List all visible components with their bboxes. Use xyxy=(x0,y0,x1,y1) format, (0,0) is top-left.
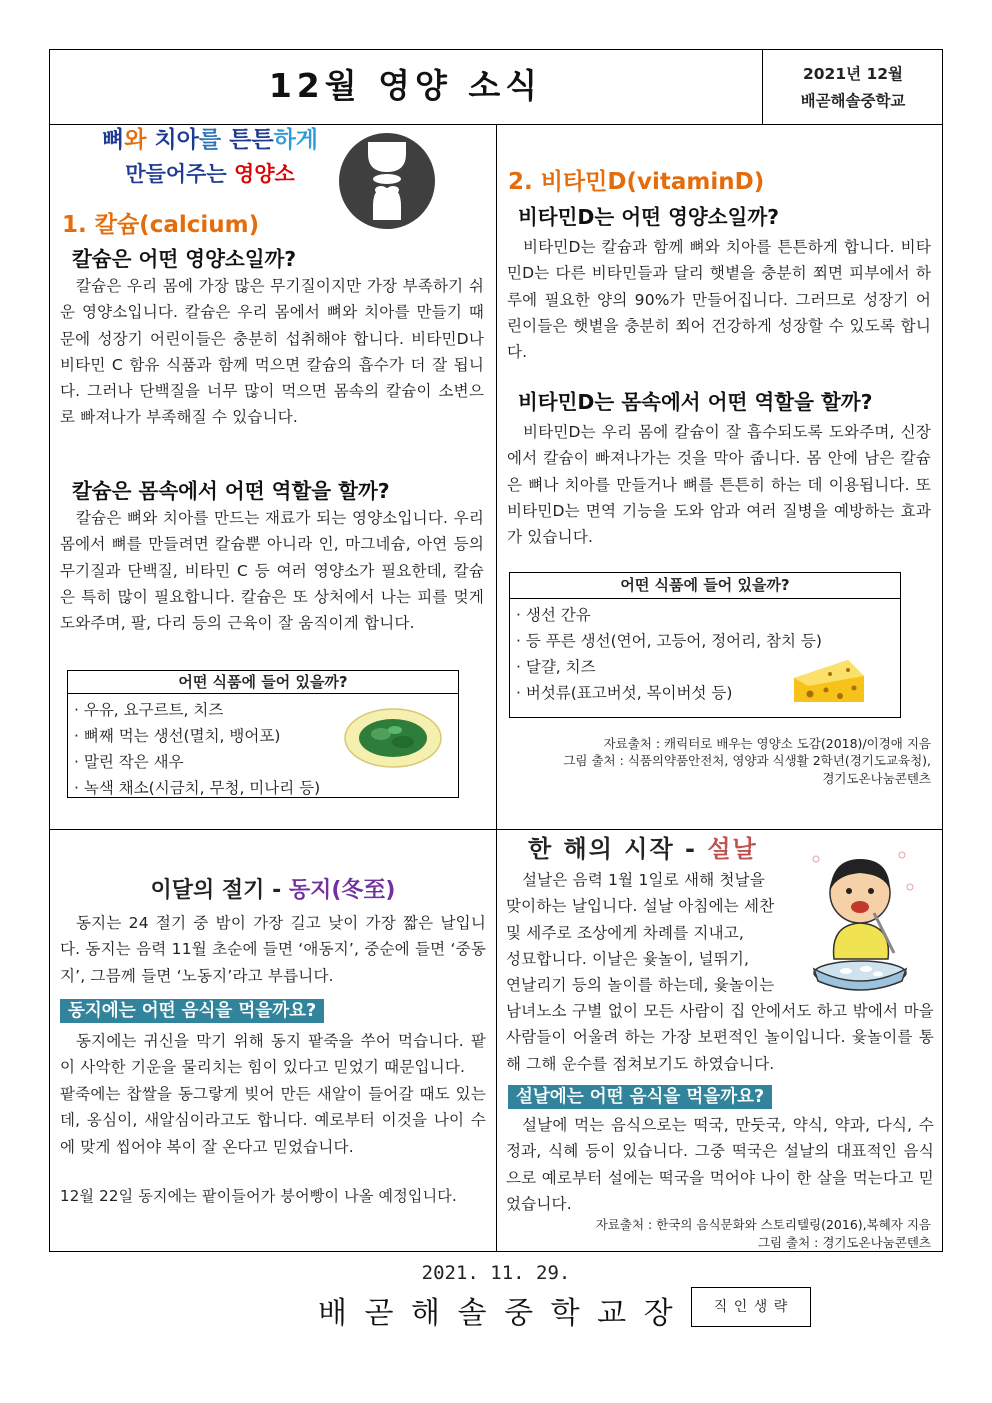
intro-line-1 xyxy=(60,121,360,154)
calcium-question-2: 칼슘은 몸속에서 어떤 역할을 할까? xyxy=(72,479,390,503)
grid-horizontal-divider xyxy=(49,829,943,830)
vitamin-d-paragraph-2: 비타민D는 우리 몸에 칼슘이 잘 흡수되도록 도와주며, 신장에서 칼슘이 빠져나가는 것을 막아 줍니다. 몸 안에 남은 칼슘은 뼈나 치아를 만들거나 뼈를 튼튼히 하는 데 이용됩니다. 또 비타민D는 면역 기능을 도와 암과 여러 질병을 예방하는 효과가 있습니다. xyxy=(507,423,931,547)
intro-line-2 xyxy=(60,158,360,188)
calcium-paragraph-1: 칼슘은 우리 몸에 가장 많은 무기질이지만 가장 부족하기 쉬운 영양소입니다. 칼슘은 우리 몸에서 뼈와 치아를 만들기 때문에 성장기 어린이들은 충분히 섭취해야 합니다. 비타민D나 비타민 C 함유 식품과 함께 먹으면 칼슘의 흡수가 더 잘 됩니다. 그러나 단백질을 너무 많이 먹으면 몸속의 칼슘이 소변으로 빠져나가 부족해질 수 있습니다. xyxy=(60,277,484,427)
cheese-icon xyxy=(790,656,868,706)
seollal-food-bar: 설날에는 어떤 음식을 먹을까요? xyxy=(508,1085,772,1109)
boy-eating-tteokguk-illustration xyxy=(796,841,924,993)
list-item: · 생선 간유 xyxy=(516,602,894,628)
spinach-dish-icon xyxy=(343,706,443,770)
vitamin-d-question-2: 비타민D는 몸속에서 어떤 역할을 할까? xyxy=(518,390,873,414)
list-item: · 녹색 채소(시금치, 무청, 미나리 등) xyxy=(74,775,452,801)
seollal-paragraph-1-wrapped xyxy=(506,867,790,998)
intro-part: 치아 xyxy=(154,127,199,153)
vitamin-d-food-title: 어떤 식품에 들어 있을까? xyxy=(510,573,900,599)
dongji-title xyxy=(60,873,486,904)
vitamin-d-source-3: 경기도온나눔콘텐츠 xyxy=(822,771,931,786)
seollal-title xyxy=(528,829,758,864)
list-item: · 뼈째 먹는 생선(멸치, 뱅어포) xyxy=(74,723,452,749)
calcium-food-title: 어떤 식품에 들어 있을까? xyxy=(68,671,458,694)
intro-line-2-main: 만들어주는 xyxy=(125,162,234,186)
seal-omitted-box: 직 인 생 략 xyxy=(691,1287,811,1327)
seollal-title-main: 한 해의 시작 - xyxy=(528,835,708,863)
calcium-paragraph-2: 칼슘은 뼈와 치아를 만드는 재료가 되는 영양소입니다. 우리 몸에서 뼈를 만들려면 칼슘뿐 아니라 인, 마그네슘, 아연 등의 무기질과 단백질, 비타민 C 등 여러 영양소가 필요한데, 칼슘은 특히 많이 필요합니다. 칼슘은 또 상처에서 나는 피를 멎게 도와주며, 팔, 다리 등의 근육이 잘 움직이게 합니다. xyxy=(60,509,484,633)
dongji-title-accent: 동지(冬至) xyxy=(288,878,396,903)
seollal-line: 연날리기 등의 놀이를 하는데, 윷놀이는 xyxy=(506,976,775,995)
seollal-source-1: 자료출처 : 한국의 음식문화와 스토리텔링(2016),복혜자 지음 xyxy=(595,1217,931,1232)
vitamin-d-paragraph-1: 비타민D는 칼슘과 함께 뼈와 치아를 튼튼하게 합니다. 비타민D는 다른 비타민들과 달리 햇볕을 충분히 쬐면 피부에서 하루에 필요한 양의 90%가 만들어집니다. 그러므로 성장기 어린이들은 햇볕을 충분히 쬐어 건강하게 성장할 수 있도록 합니다. xyxy=(507,238,931,362)
intro-part: 뼈 xyxy=(102,127,125,153)
grid-vertical-divider xyxy=(496,124,497,1252)
seollal-line: 성묘합니다. 이날은 윷놀이, 널뛰기, xyxy=(506,949,750,968)
seollal-title-accent: 설날 xyxy=(707,835,758,863)
issue-footer-date: 2021. 11. 29. xyxy=(421,1262,571,1284)
dongji-paragraph-1: 동지는 24 절기 중 밤이 가장 길고 낮이 가장 짧은 날입니다. 동지는 음력 11월 초순에 들면 ‘애동지’, 중순에 들면 ‘중동지’, 그믐께 들면 ‘노동지’라고 부릅니다. xyxy=(60,914,486,985)
seollal-line: 맞이하는 날입니다. 설날 아침에는 세찬 xyxy=(506,897,775,916)
vitamin-d-source-2: 그림 출처 : 식품의약품안전처, 영양과 식생활 2학년(경기도교육청), xyxy=(563,753,931,768)
dongji-title-main: 이달의 절기 - xyxy=(150,878,289,903)
calcium-heading: 1. 칼슘(calcium) xyxy=(62,212,260,238)
intro-part: 하게 xyxy=(273,127,318,153)
seollal-paragraph-2: 설날에 먹는 음식으로는 떡국, 만둣국, 약식, 약과, 다식, 수정과, 식혜 등이 있습니다. 그중 떡국은 설날의 대표적인 음식으로 예로부터 설에는 떡국을 먹어야 나이 한 살을 먹는다고 믿었습니다. xyxy=(506,1116,934,1213)
intro-part: 와 xyxy=(124,127,155,153)
intro-line-2-accent: 영양소 xyxy=(233,162,295,186)
school-name: 배곧해솔중학교 xyxy=(800,92,906,110)
intro-part: 튼튼 xyxy=(229,127,274,153)
header-divider xyxy=(762,49,763,125)
list-item: · 등 푸른 생선(연어, 고등어, 정어리, 참치 등) xyxy=(516,628,894,654)
vitamin-d-heading: 2. 비타민D(vitaminD) xyxy=(508,169,765,195)
principal-signature: 배 곧 해 솔 중 학 교 장 xyxy=(318,1296,677,1331)
list-item: · 말린 작은 새우 xyxy=(74,749,452,775)
dongji-food-bar: 동지에는 어떤 음식을 먹을까요? xyxy=(60,999,324,1023)
dongji-note: 12월 22일 동지에는 팥이들어가 붕어빵이 나올 예정입니다. xyxy=(60,1187,457,1205)
issue-date: 2021년 12월 xyxy=(802,65,904,83)
page-title: 12월 영양 소식 xyxy=(268,66,543,105)
bone-joint-icon xyxy=(338,132,436,230)
list-item: · 우유, 요구르트, 치즈 xyxy=(74,697,452,723)
list-item: · 버섯류(표고버섯, 목이버섯 등) xyxy=(516,680,894,706)
seollal-line: 및 세주로 조상에게 차례를 지내고, xyxy=(506,923,745,942)
intro-part: 를 xyxy=(198,127,230,153)
dongji-paragraph-2b: 팥죽에는 찹쌀을 동그랗게 빚어 만든 새알이 들어갈 때도 있는데, 옹심이, 새알심이라고도 합니다. 예로부터 이것을 나이 수에 맞게 씹어야 복이 잘 온다고 믿었습니다. xyxy=(60,1085,486,1156)
seollal-line: 설날은 음력 1월 1일로 새해 첫날을 xyxy=(522,871,766,889)
seollal-paragraph-1-rest: 남녀노소 구별 없이 모든 사람이 집 안에서도 하고 밖에서 마을 사람들이 어울려 하는 가장 보편적인 놀이입니다. 윷놀이를 통해 그해 운수를 점쳐보기도 하였습니다. xyxy=(506,1002,934,1073)
vitamin-d-question-1: 비타민D는 어떤 영양소일까? xyxy=(518,205,780,229)
vitamin-d-source-1: 자료출처 : 캐릭터로 배우는 영양소 도감(2018)/이경애 지음 xyxy=(603,736,931,751)
list-item: · 달걀, 치즈 xyxy=(516,654,894,680)
seollal-source-2: 그림 출처 : 경기도온나눔콘텐츠 xyxy=(757,1235,931,1250)
dongji-paragraph-2a: 동지에는 귀신을 막기 위해 동지 팥죽을 쑤어 먹습니다. 팥이 사악한 기운을 물리치는 힘이 있다고 믿었기 때문입니다. xyxy=(60,1032,486,1077)
calcium-question-1: 칼슘은 어떤 영양소일까? xyxy=(72,247,297,271)
